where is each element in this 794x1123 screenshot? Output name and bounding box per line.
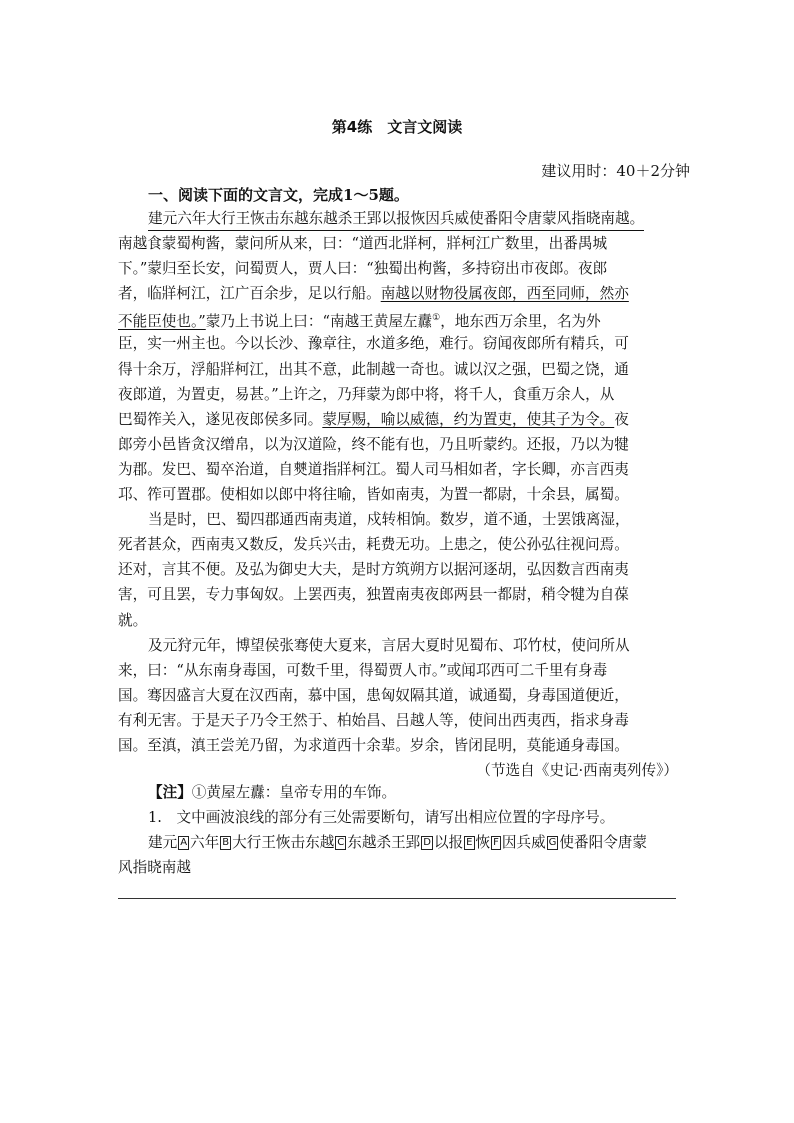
text-span: 夜 [614,410,629,428]
question-segment: 建元 [148,834,178,851]
passage-line: 为郡。发巴、蜀卒治道，自僰道指牂柯江。蜀人司马相如者，字长卿，亦言西夷 [118,460,629,478]
passage [118,206,678,783]
wavy-underlined-text: 建元六年大行王恢击东越东越杀王郢以报恢因兵威使番阳令唐蒙风指晓南越。 [148,206,644,231]
question-segment: 因兵威 [501,834,546,851]
passage-line: 郎旁小邑皆贪汉缯帛，以为汉道险，终不能有也，乃且听蒙约。还报，乃以为犍 [118,435,629,453]
option-box-b[interactable]: B [222,837,230,848]
passage-line: 有利无害。于是天子乃令王然于、柏始昌、吕越人等，使间出西夷西，指求身毒 [118,711,629,729]
passage-line [118,281,678,306]
note-label: 【注】 [148,784,192,801]
question-sentence-continuation: 风指晓南越 [118,859,191,876]
question-segment: 六年 [190,834,220,851]
passage-line: 来，曰：“从东南身毒国，可数千里，得蜀贾人市。”或闻邛西可二千里有身毒 [118,661,608,679]
footnote [118,780,678,805]
question-segment: 恢 [475,834,491,851]
footnote-marker: ① [432,313,441,324]
passage-line [118,306,678,331]
option-box-g[interactable]: G [548,837,557,848]
question-area [118,780,678,880]
option-box-f[interactable]: F [493,837,499,848]
note-text: ①黄屋左纛：皇帝专用的车饰。 [191,784,397,801]
passage-line: 邛、筰可置郡。使相如以郎中将往喻，皆如南夷，为置一都尉，十余县，属蜀。 [118,486,629,504]
text-span: ，地东西万余里，名为外 [440,313,601,331]
passage-line [118,206,678,231]
underlined-text: 南越以财物役属夜郎，西至同师，然亦 [380,285,629,303]
option-box-e[interactable]: E [466,837,473,848]
passage-line: 及元狩元年，博望侯张骞使大夏来，言居大夏时见蜀布、邛竹杖，使问所从 [148,636,630,654]
section-heading-text: 一、阅读下面的文言文，完成1～5题。 [148,186,409,204]
question-prompt: 1. 文中画波浪线的部分有三处需要断句，请写出相应位置的字母序号。 [148,809,615,826]
option-box-d[interactable]: D [423,837,431,848]
question-segment: 东越杀王郢 [347,834,421,851]
option-box-a[interactable]: A [180,837,188,848]
page-title: 第4练 文言文阅读 [331,118,463,136]
passage-line: 还对，言其不便。及弘为御史大夫，是时方筑朔方以据河逐胡，弘因数言西南夷 [118,561,629,579]
time-suggestion: 建议用时：40＋2分钟 [541,162,690,180]
underlined-text: 不能臣使也。” [118,313,206,331]
passage-line: 夜郎道，为置吏，易甚。”上许之，乃拜蒙为郎中将，将千人，食重万余人，从 [118,385,615,403]
passage-line: 就。 [118,611,148,629]
question-sentence [118,830,678,855]
passage-line: 国。至滇，滇王尝羌乃留，为求道西十余辈。岁余，皆闭昆明，莫能通身毒国。 [118,736,629,754]
question-segment: 使番阳令唐蒙 [559,834,647,851]
source-citation: （节选自《史记·西南夷列传》） [476,762,678,780]
text-span: 巴蜀筰关入，遂见夜郎侯多同。 [118,410,323,428]
passage-line: 南越食蒙蜀枸酱，蒙问所从来，曰：“道西北牂柯，牂柯江广数里，出番禺城 [118,235,608,253]
passage-line: 死者甚众，西南夷又数反，发兵兴击，耗费无功。上患之，使公孙弘往视问焉。 [118,536,629,554]
answer-line[interactable] [118,898,676,899]
passage-line: 当是时，巴、蜀四郡通西南夷道，戍转相饷。数岁，道不通，士罢饿离湿， [148,511,630,529]
passage-line: 国。骞因盛言大夏在汉西南，慕中国，患匈奴隔其道，诚通蜀，身毒国道便近， [118,686,629,704]
text-span: 蒙乃上书说上曰：“南越王黄屋左纛 [205,313,433,331]
passage-line: 下。”蒙归至长安，问蜀贾人，贾人曰：“独蜀出枸酱，多持窃出市夜郎。夜郎 [118,260,608,278]
passage-line: 臣，实一州主也。今以长沙、豫章往，水道多绝，难行。窃闻夜郎所有精兵，可 [118,335,629,353]
question-segment: 以报 [433,834,464,851]
underlined-text: 蒙厚赐，喻以威德，约为置吏，使其子为令。 [322,410,615,428]
passage-line: 害，可且罢，专力事匈奴。上罢西夷，独置南夷夜郎两县一都尉，稍令犍为自葆 [118,586,629,604]
text-span: 者，临牂柯江，江广百余步，足以行船。 [118,285,381,303]
passage-line [118,407,678,432]
question-segment: 大行王恢击东越 [232,834,335,851]
option-box-c[interactable]: C [337,837,345,848]
section-heading [148,184,409,205]
passage-line: 得十余万，浮船牂柯江，出其不意，此制越一奇也。诚以汉之强，巴蜀之饶，通 [118,360,629,378]
